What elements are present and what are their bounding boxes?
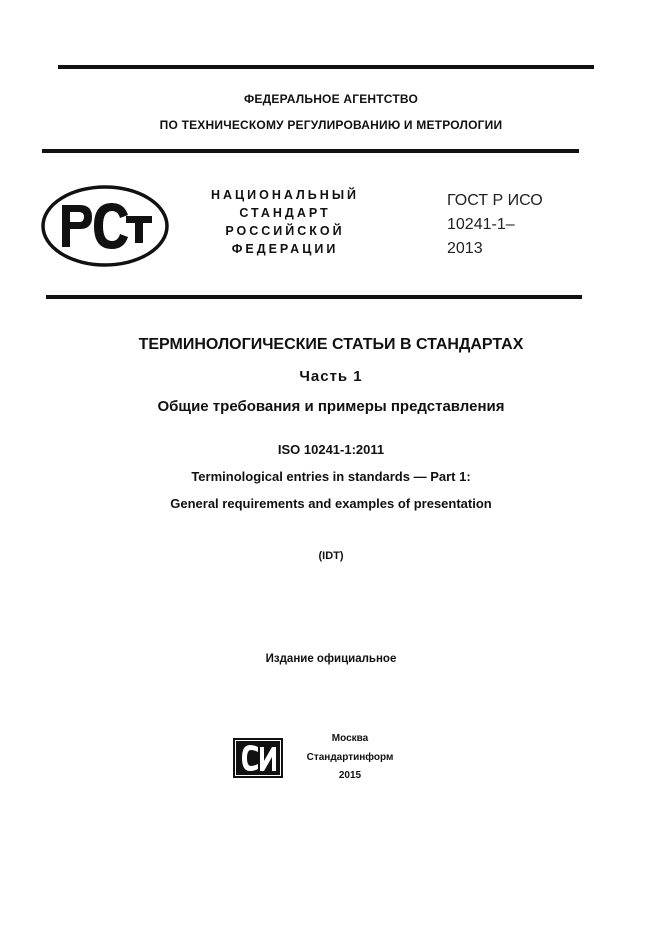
part-label: Часть 1 — [299, 368, 363, 385]
iso-number: ISO 10241-1:2011 — [277, 442, 385, 457]
national-line-1: НАЦИОНАЛЬНЫЙ — [210, 188, 360, 202]
standartinform-logo-icon — [232, 737, 284, 779]
svg-text:СИ: СИ — [232, 737, 234, 738]
header-rule — [42, 149, 579, 153]
publication-year: 2015 — [338, 770, 362, 781]
gost-line-3: 2013 — [447, 240, 483, 257]
publisher-city: Москва — [331, 733, 369, 744]
national-standard-label — [195, 186, 375, 258]
gost-line-1: ГОСТ Р ИСО — [447, 192, 543, 209]
gost-line-2: 10241-1– — [447, 216, 515, 233]
publisher-name: Стандартинформ — [306, 752, 394, 763]
national-line-4: ФЕДЕРАЦИИ — [231, 242, 339, 256]
agency-line-2: ПО ТЕХНИЧЕСКОМУ РЕГУЛИРОВАНИЮ И МЕТРОЛОГИИ — [159, 118, 503, 132]
official-edition: Издание официальное — [265, 653, 397, 665]
block-rule — [46, 295, 582, 299]
iso-title-line-2: General requirements and examples of presentation — [170, 496, 492, 511]
agency-line-1: ФЕДЕРАЛЬНОЕ АГЕНТСТВО — [243, 92, 418, 106]
idt-label: (IDT) — [318, 550, 344, 562]
document-title: ТЕРМИНОЛОГИЧЕСКИЕ СТАТЬИ В СТАНДАРТАХ — [138, 336, 524, 353]
iso-title-line-1: Terminological entries in standards — Part 1: — [191, 469, 471, 484]
document-subtitle: Общие требования и примеры представления — [157, 398, 505, 415]
rst-logo-icon — [40, 185, 170, 267]
national-line-3: РОССИЙСКОЙ — [225, 224, 345, 238]
top-rule — [58, 65, 594, 69]
national-line-2: СТАНДАРТ — [239, 206, 331, 220]
svg-text:РСТ: РСТ — [40, 185, 42, 186]
gost-designation — [447, 189, 597, 261]
